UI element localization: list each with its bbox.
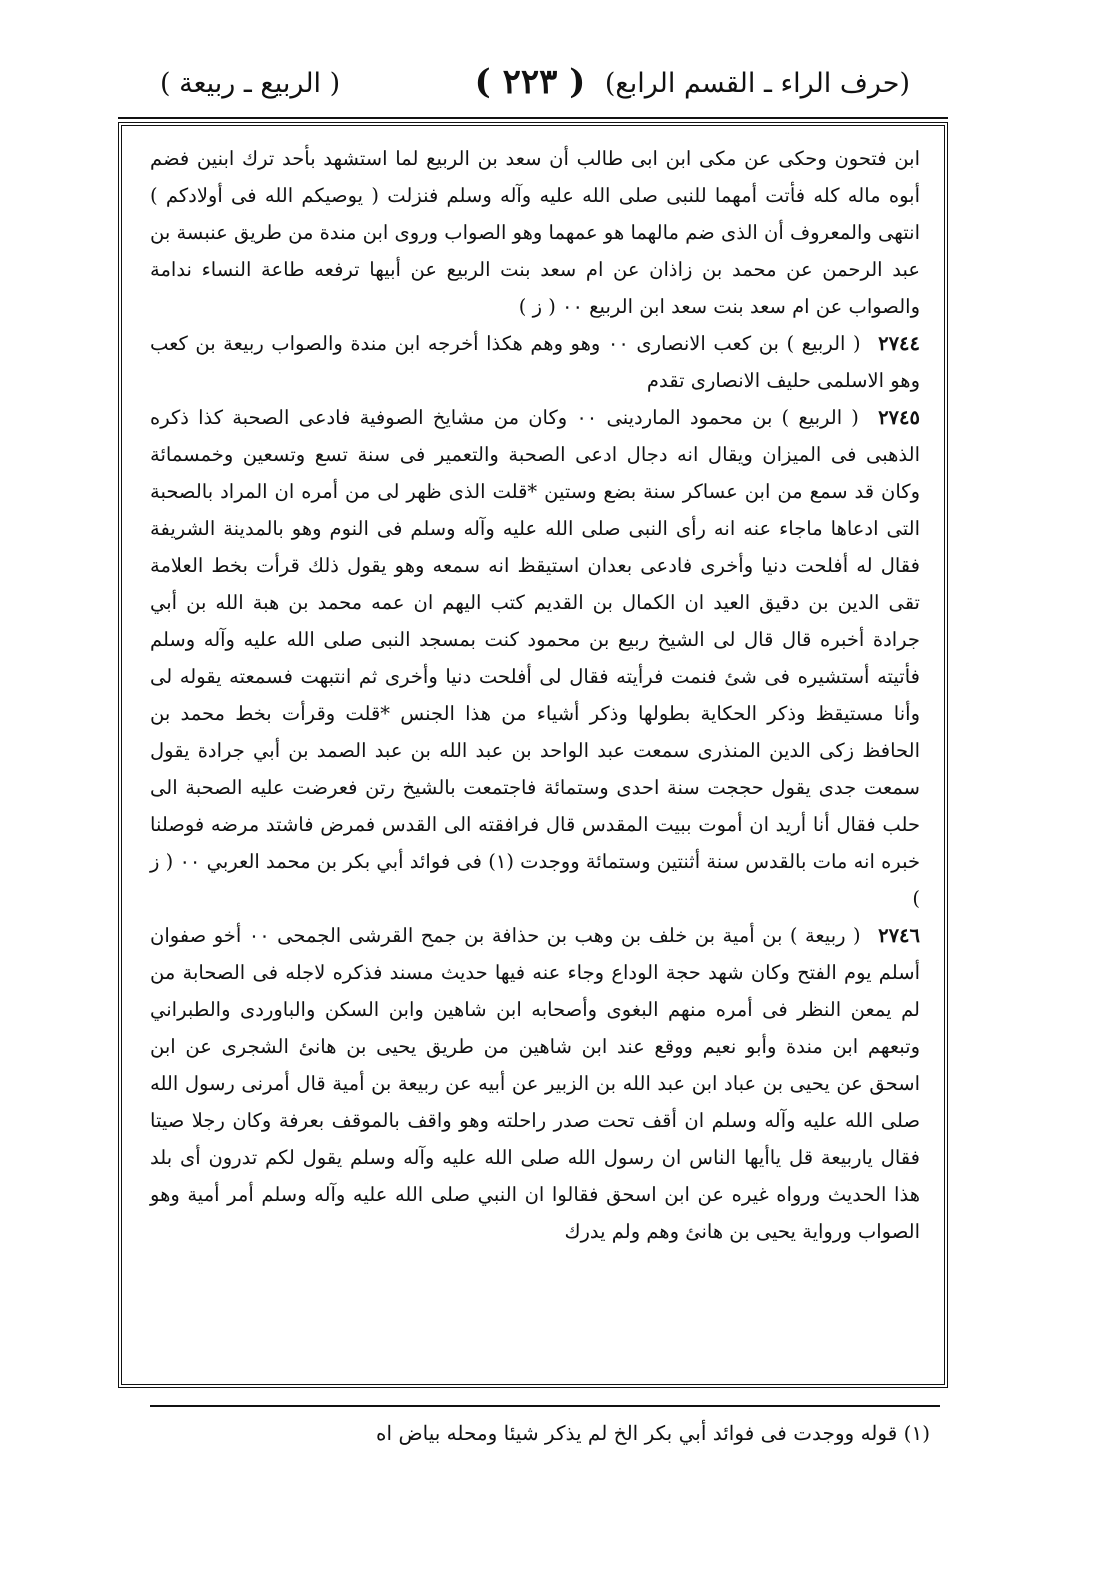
entry-number: ٢٧٤٦	[878, 924, 920, 947]
paragraph-text: ( ربيعة ) بن أمية بن خلف بن وهب بن حذافة بن جمح القرشى الجمحى ٠٠ أخو صفوان أسلم يوم الفتح وكان شهد حجة الوداع وجاء عنه فيها حديث مسند فذكره لاجله فى الصحابة من لم يمعن النظر فى أمره منهم البغوى وأصحابه ابن شاهين وابن السكن والباوردى والطبراني وتبعهم ابن مندة وأبو نعيم ووقع عند ابن شاهين من طريق يحيى بن هانئ الشجرى عن ابن اسحق عن يحيى بن عباد ابن عبد الله بن الزبير عن أبيه عن ربيعة بن أمية قال أمرنى رسول الله صلى الله عليه وآله وسلم ان أقف تحت صدر راحلته وهو واقف بالموقف بعرفة وكان رجلا صيتا فقال ياربيعة قل ياأيها الناس ان رسول الله صلى الله عليه وآله وسلم يقول لكم تدرون أى بلد هذا الحديث ورواه غيره عن ابن اسحق فقالوا ان النبي صلى الله عليه وآله وسلم أمر أمية وهو الصواب ورواية يحيى بن هانئ وهم ولم يدرك	[150, 924, 920, 1243]
entry-2744	[150, 325, 920, 399]
running-title-right: (حرف الراء ـ القسم الرابع)	[604, 68, 910, 99]
header-rule	[118, 117, 948, 119]
paragraph-text: ابن فتحون وحكى عن مكى ابن ابى طالب أن سعد بن الربيع لما استشهد بأحد ترك ابنين فضم أبوه ماله كله فأتت أمهما للنبى صلى الله عليه وآله وسلم فنزلت ( يوصيكم الله فى أولادكم ) انتهى والمعروف أن الذى ضم مالهما هو عمهما وهو الصواب وروى ابن مندة من طريق عنبسة بن عبد الرحمن عن محمد بن زاذان عن ام سعد بنت الربيع عن أبيها ترفعه طاعة النساء ندامة والصواب عن ام سعد بنت سعد ابن الربيع ٠٠ ( ز )	[150, 147, 920, 318]
entry-number: ٢٧٤٥	[878, 406, 920, 429]
entry-2745	[150, 399, 920, 917]
footnote: (١) قوله ووجدت فى فوائد أبي بكر الخ لم يذكر شيئا ومحله بياض اه	[376, 1421, 930, 1445]
paragraph-text: ( الربيع ) بن محمود الماردينى ٠٠ وكان من مشايخ الصوفية فادعى الصحبة كذا ذكره الذهبى فى الميزان ويقال انه دجال ادعى الصحبة والتعمير فى سنة تسع وتسعين وخمسمائة وكان قد سمع من ابن عساكر سنة بضع وستين *قلت الذى ظهر لى من أمره ان المراد بالصحبة التى ادعاها ماجاء عنه انه رأى النبى صلى الله عليه وآله وسلم فى النوم وهو بالمدينة الشريفة فقال له أفلحت دنيا وأخرى فادعى بعدان استيقظ انه سمعه وهو يقول ذلك قرأت بخط العلامة تقى الدين بن دقيق العيد ان الكمال بن القديم كتب اليهم ان عمه محمد بن هبة الله بن أبي جرادة أخبره قال قال لى الشيخ ربيع بن محمود كنت بمسجد النبى صلى الله عليه وآله وسلم فأتيته أستشيره فى شئ فنمت فرأيته فقال لى أفلحت دنيا وأخرى ثم انتبهت فسمعته يقوله لى وأنا مستيقظ وذكر الحكاية بطولها وذكر أشياء من هذا الجنس *قلت وقرأت بخط محمد بن الحافظ زكى الدين المنذرى سمعت عبد الواحد بن عبد الله بن عبد الصمد بن أبي جرادة يقول سمعت جدى يقول حججت سنة احدى وستمائة فاجتمعت بالشيخ رتن فعرضت عليه الصحبة الى حلب فقال أنا أريد ان أموت ببيت المقدس قال فرافقته الى القدس فمرض فاشتد مرضه فوصلنا خبره انه مات بالقدس سنة أثنتين وستمائة ووجدت (١) فى فوائد أبي بكر بن محمد العربي ٠٠ ( ز )	[150, 406, 921, 910]
running-title-left: ( الربيع ـ ربيعة )	[160, 68, 341, 99]
paragraph-text: ( الربيع ) بن كعب الانصارى ٠٠ وهو وهم هكذا أخرجه ابن مندة والصواب ربيعة بن كعب وهو الاسلمى حليف الانصارى تقدم	[150, 332, 920, 392]
entry-number: ٢٧٤٤	[878, 332, 921, 355]
page-header	[150, 60, 910, 120]
entry-2746	[150, 917, 920, 1250]
page-number: ( ٢٢٣ )	[474, 62, 586, 102]
footnote-rule	[150, 1405, 940, 1407]
paragraph-continuation	[150, 140, 920, 325]
main-text	[150, 140, 920, 1250]
